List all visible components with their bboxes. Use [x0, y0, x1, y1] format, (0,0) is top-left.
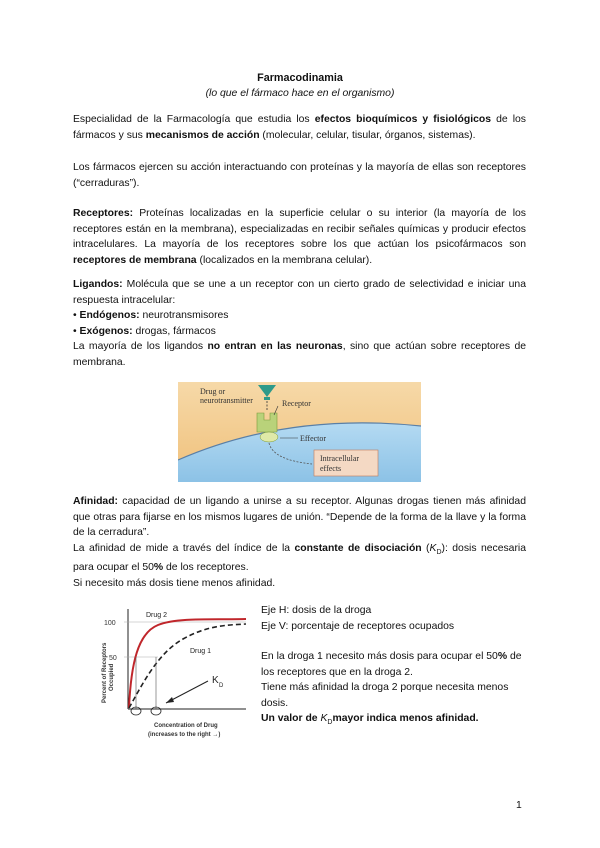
paragraph-receptores — [73, 206, 526, 268]
intracellular-label-2: effects — [320, 464, 342, 473]
drug-stem — [264, 397, 270, 400]
text: mayor indica menos afinidad. — [332, 713, 479, 724]
kd-arrowhead — [166, 697, 174, 703]
kd-symbol: K — [320, 713, 328, 724]
text: de los fármacos y sus — [73, 114, 526, 141]
bold-text: mecanismos de acción — [145, 129, 260, 141]
bold-text: constante de disociación — [294, 542, 422, 554]
bullet-exogenos — [73, 324, 526, 340]
text: En la droga 1 necesito más dosis para ocupar el 50 — [261, 651, 498, 662]
axis-v-note: Eje V: porcentaje de receptores ocupados — [261, 620, 455, 632]
term-label: Afinidad: — [73, 496, 119, 507]
page-title: Farmacodinamia — [257, 72, 343, 84]
intracellular-label-1: Intracellular — [320, 454, 360, 463]
bullet: • — [73, 325, 77, 337]
term-label: Receptores: — [73, 208, 134, 219]
text: ( — [421, 542, 430, 554]
kd-graph-label: K — [212, 675, 219, 686]
bold-text: no entran en las neuronas — [207, 341, 343, 352]
text: neurotransmisores — [139, 310, 229, 321]
y-axis-label-2: Occupied — [109, 663, 115, 691]
x-axis-label-1: Concentration of Drug — [154, 723, 218, 729]
bold-text: % — [153, 562, 164, 574]
paragraph-ligandos — [73, 277, 526, 370]
text: La mayoría de los ligandos — [73, 341, 208, 352]
text: , sino que actúan sobre receptores de membrana. — [73, 341, 526, 368]
text: Si necesito más dosis tiene menos afinidad. — [73, 577, 276, 589]
text: capacidad de un ligando a unirse a su receptor. Algunas drogas tienen más afinidad que otras para fijarse en los mismos lugares de unión. “Depende de la forma de la llave y la forma de la cerradura”. — [73, 496, 526, 538]
drug-label-2: neurotransmitter — [200, 396, 253, 405]
bold-text: efectos bioquímicos y fisiológicos — [314, 114, 491, 125]
text: ): dosis necesaria para ocupar el 50 — [73, 542, 526, 574]
x-axis-label-2: (increases to the right →) — [148, 732, 221, 738]
text: (localizados en la membrana celular). — [196, 254, 373, 266]
occupancy-graph — [98, 603, 248, 745]
kd-graph-subscript: D — [219, 683, 224, 689]
affinity-note: Tiene más afinidad la droga 2 porque necesita menos dosis. — [261, 682, 509, 709]
graph-explanation — [261, 603, 523, 731]
text: Molécula que se une a un receptor con un cierto grado de selectividad e iniciar una respuesta intracelular: — [73, 279, 526, 306]
text: (molecular, celular, tisular, órganos, sistemas). — [259, 129, 476, 141]
text: Proteínas localizadas en la superficie celular o su interior (la mayoría de los receptores están en la membrana), especializadas en recibir señales químicas y producir efectos intracelulares. La mayoría de los receptores sobre los que actúan los psicofármacos son — [73, 208, 526, 250]
drug2-curve — [129, 619, 246, 708]
kd-symbol: K — [429, 542, 437, 554]
y-tick-100: 100 — [104, 620, 116, 627]
drug1-curve — [129, 624, 246, 708]
receptor-diagram — [178, 382, 421, 482]
kd-subscript: D — [327, 719, 333, 727]
page-subtitle: (lo que el fármaco hace en el organismo) — [205, 88, 395, 99]
receptor-label: Receptor — [282, 399, 311, 408]
bold-text: % — [497, 651, 508, 662]
term-label: Ligandos: — [73, 279, 123, 290]
term-label: Endógenos: — [79, 310, 140, 321]
bold-text: receptores de membrana — [73, 254, 197, 266]
text: de los receptores que en la droga 2. — [261, 651, 522, 678]
axis-h-note: Eje H: dosis de la droga — [261, 605, 372, 616]
text: de los receptores. — [163, 562, 249, 574]
drug2-label: Drug 2 — [146, 612, 168, 619]
text: Especialidad de la Farmacología que estudia los — [73, 114, 315, 125]
y-axis-label-1: Percent of Receptors — [102, 642, 108, 703]
effector-icon — [260, 432, 278, 442]
kd-conclusion — [261, 711, 523, 731]
effector-label: Effector — [300, 434, 327, 443]
kd-subscript: D — [436, 548, 442, 556]
paragraph-intro — [73, 112, 526, 143]
text: Un valor de — [261, 713, 321, 724]
text: drogas, fármacos — [132, 325, 216, 337]
term-label: Exógenos: — [79, 325, 133, 337]
paragraph-afinidad — [73, 494, 526, 591]
text: La afinidad de mide a través del índice de la — [73, 542, 295, 554]
drug1-note — [261, 649, 523, 680]
bullet-endogenos — [73, 308, 526, 324]
drug-label-1: Drug or — [200, 387, 226, 396]
bullet: • — [73, 310, 77, 321]
drug1-label: Drug 1 — [190, 648, 212, 655]
page-number: 1 — [516, 800, 522, 811]
y-tick-50: 50 — [109, 655, 117, 662]
paragraph-receptors-intro: Los fármacos ejercen su acción interactuando con proteínas y la mayoría de ellas son receptores (“cerraduras”). — [73, 162, 526, 189]
